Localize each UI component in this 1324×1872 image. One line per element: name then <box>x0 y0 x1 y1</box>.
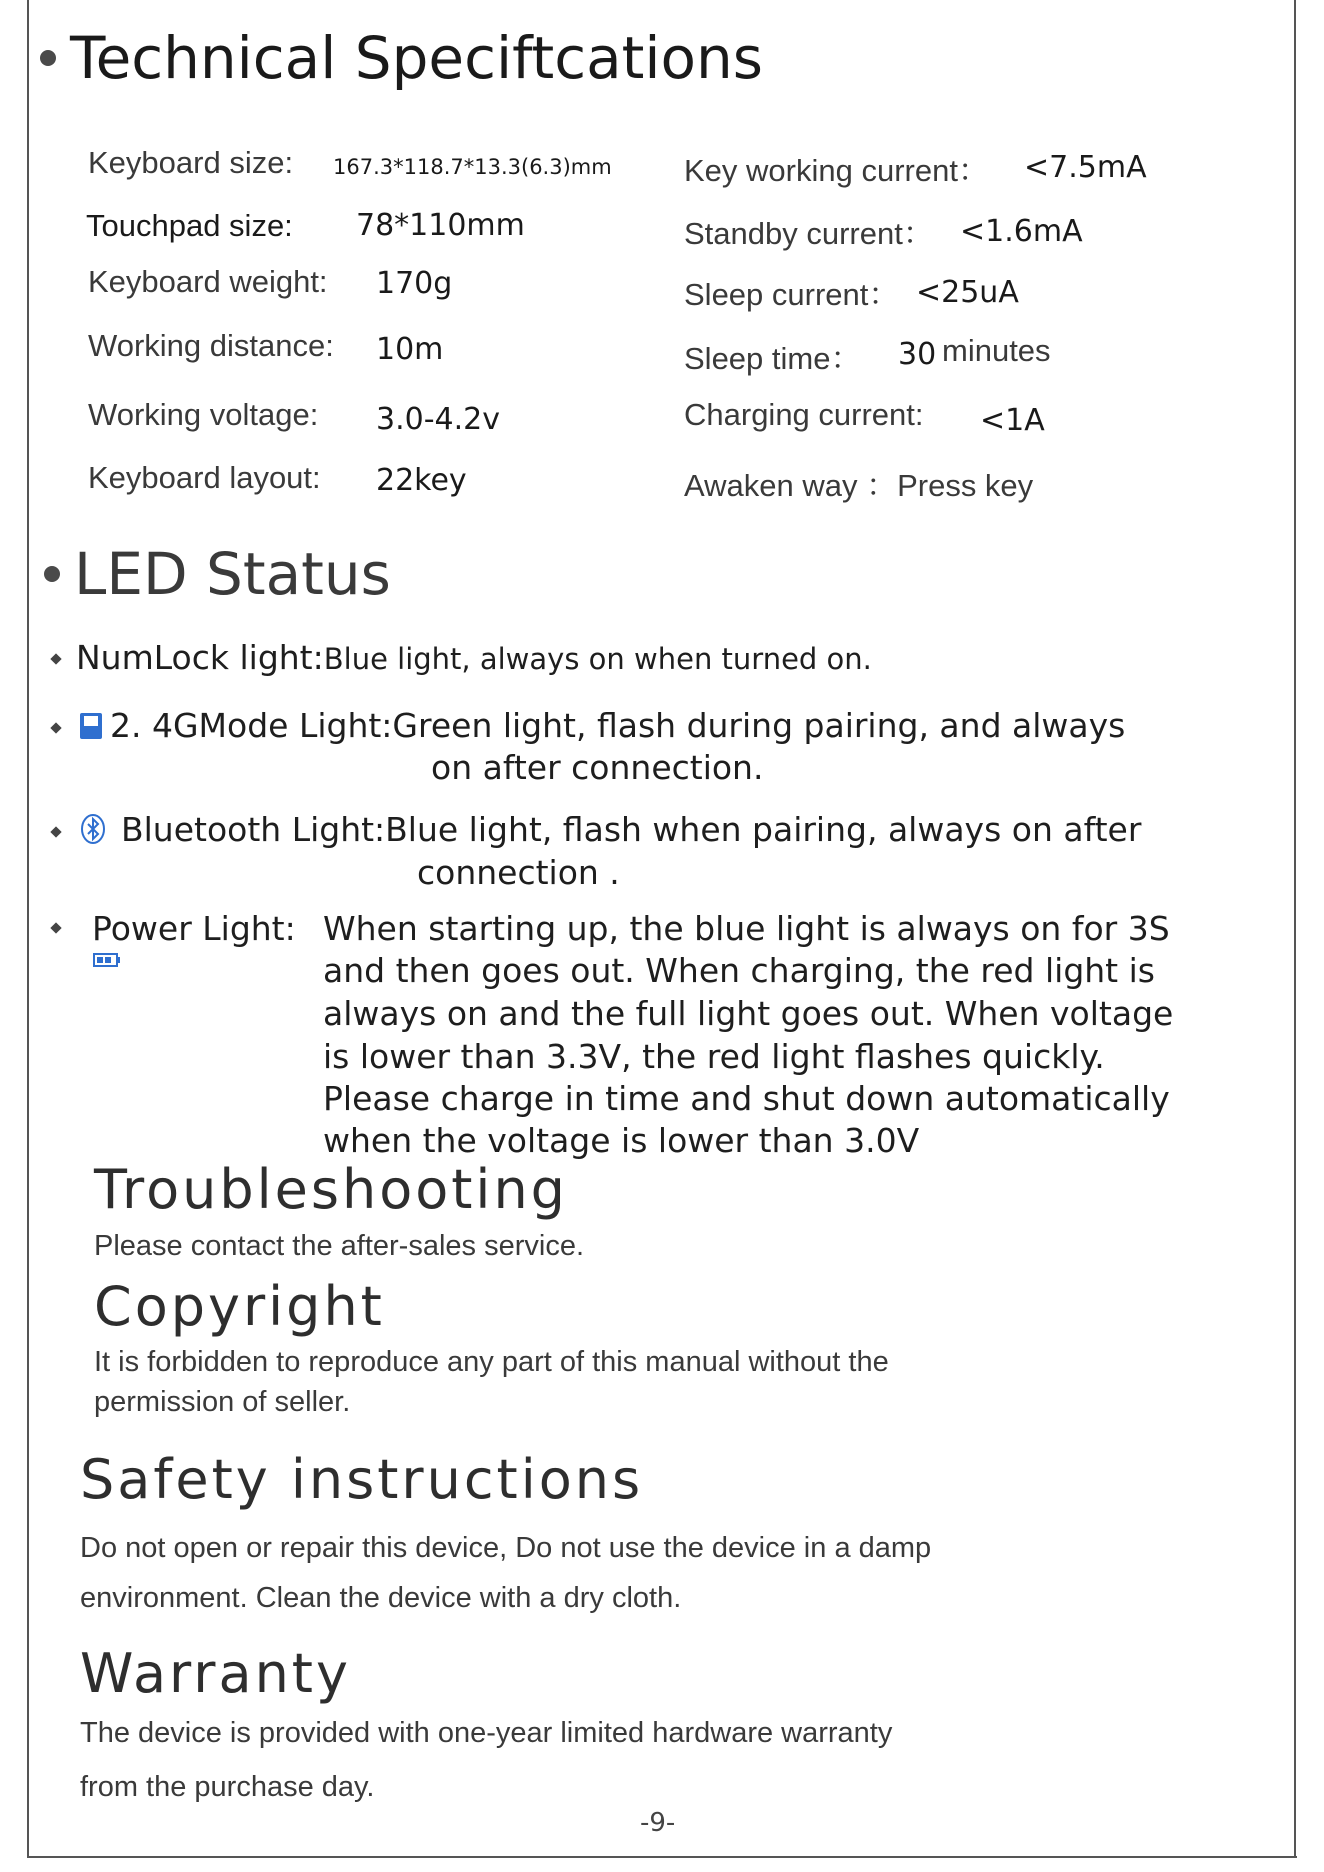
spec-label-working-distance: Working distance: <box>88 328 334 363</box>
spec-value-sleep-time: 30 <box>898 337 937 372</box>
spec-value-standby-current: <1.6mA <box>960 214 1083 249</box>
bullet-dot-icon <box>44 566 60 582</box>
spec-label-touchpad-size: Touchpad size: <box>86 208 293 243</box>
page-number: -9- <box>640 1808 676 1838</box>
troubleshooting-title: Troubleshooting <box>94 1158 568 1221</box>
spec-value-keyboard-size: 167.3*118.7*13.3(6.3)mm <box>333 155 612 179</box>
led-24g-line2: on after connection. <box>431 748 764 787</box>
bullet-dot-icon <box>40 50 56 66</box>
spec-label-charging-current: Charging current: <box>684 397 924 432</box>
led-power-line-4: is lower than 3.3V, the red light flashes quickly. <box>323 1037 1105 1076</box>
page-border-bottom <box>27 1856 1297 1858</box>
safety-title: Safety instructions <box>80 1448 644 1511</box>
bluetooth-icon <box>80 813 106 849</box>
led-numlock-label: NumLock light: <box>76 638 324 677</box>
diamond-bullet-icon <box>50 722 61 733</box>
led-power-line-6: when the voltage is lower than 3.0V <box>323 1121 920 1160</box>
spec-value-keyboard-layout: 22key <box>376 463 467 498</box>
led-bluetooth <box>121 809 1141 851</box>
copyright-title: Copyright <box>94 1275 385 1338</box>
led-numlock <box>76 637 872 680</box>
diamond-bullet-icon <box>50 653 61 664</box>
usb-receiver-icon <box>78 711 104 745</box>
diamond-bullet-icon <box>50 922 61 933</box>
spec-label-keyboard-layout: Keyboard layout: <box>88 460 321 495</box>
page-border-left <box>27 0 29 1858</box>
warranty-body-line2: from the purchase day. <box>80 1771 375 1803</box>
spec-label-key-working-current: Key working current： <box>684 153 989 188</box>
spec-label-awaken-way: Awaken way ：Press key <box>684 468 1034 503</box>
spec-value-key-working-current: <7.5mA <box>1024 150 1147 185</box>
spec-value-sleep-time-unit: minutes <box>942 333 1051 368</box>
tech-spec-title: Technical Speciftcations <box>70 24 763 92</box>
led-bluetooth-line2: connection . <box>417 853 620 892</box>
spec-value-charging-current: <1A <box>980 403 1045 438</box>
spec-value-touchpad-size: 78*110mm <box>356 208 525 243</box>
led-24g-line1: Green light, flash during pairing, and always <box>392 706 1126 745</box>
led-power-line-2: and then goes out. When charging, the red light is <box>323 951 1155 990</box>
led-status-heading <box>44 540 391 608</box>
led-bluetooth-line1: Blue light, flash when pairing, always on after <box>385 810 1142 849</box>
warranty-title: Warranty <box>80 1642 351 1705</box>
spec-value-working-distance: 10m <box>376 332 444 367</box>
spec-value-working-voltage: 3.0-4.2v <box>376 402 500 437</box>
safety-body-line1: Do not open or repair this device, Do not use the device in a damp <box>80 1532 932 1564</box>
troubleshooting-body: Please contact the after-sales service. <box>94 1230 585 1262</box>
spec-label-working-voltage: Working voltage: <box>88 397 319 432</box>
led-power-line-1: When starting up, the blue light is always on for 3S <box>323 909 1170 948</box>
spec-label-keyboard-size: Keyboard size: <box>88 145 294 180</box>
spec-label-sleep-time: Sleep time： <box>684 341 862 376</box>
spec-value-sleep-current: <25uA <box>916 275 1019 310</box>
battery-icon <box>93 952 121 971</box>
warranty-body-line1: The device is provided with one-year limited hardware warranty <box>80 1717 893 1749</box>
diamond-bullet-icon <box>50 826 61 837</box>
spec-label-keyboard-weight: Keyboard weight: <box>88 264 328 299</box>
spec-label-standby-current: Standby current： <box>684 216 934 251</box>
spec-label-sleep-current: Sleep current： <box>684 277 900 312</box>
copyright-body-line1: It is forbidden to reproduce any part of this manual without the <box>94 1346 889 1378</box>
spec-value-keyboard-weight: 170g <box>376 266 453 301</box>
led-power-label: Power Light: <box>92 909 296 948</box>
led-numlock-text: Blue light, always on when turned on. <box>323 642 872 676</box>
led-status-title: LED Status <box>74 540 391 608</box>
page-border-right <box>1294 0 1296 1858</box>
led-24g-label: 2. 4GMode Light: <box>110 706 393 745</box>
tech-spec-heading <box>40 24 763 92</box>
led-24g-mode <box>110 705 1125 747</box>
led-power-line-5: Please charge in time and shut down automatically <box>323 1079 1170 1118</box>
led-bluetooth-label: Bluetooth Light: <box>121 810 386 849</box>
safety-body-line2: environment. Clean the device with a dry cloth. <box>80 1582 682 1614</box>
copyright-body-line2: permission of seller. <box>94 1386 351 1418</box>
led-power-line-3: always on and the full light goes out. When voltage <box>323 994 1174 1033</box>
